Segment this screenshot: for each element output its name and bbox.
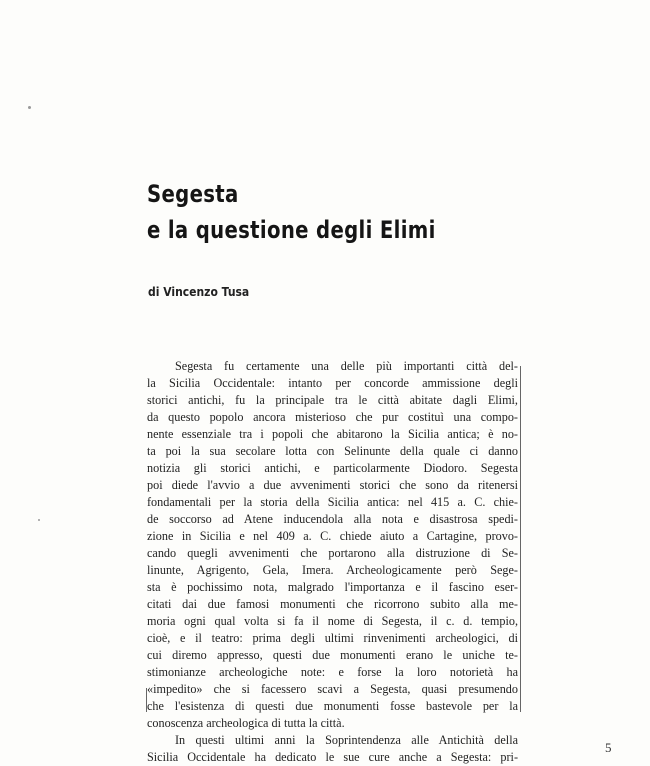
body-line: In questi ultimi anni la Soprintendenza alle Antichità della	[175, 733, 518, 747]
body-line: nente essenziale tra i popoli che abitarono la Sicilia antica; è no-	[147, 427, 518, 441]
body-line: cioè, e il teatro: prima degli ultimi rinvenimenti archeologici, di	[147, 631, 518, 645]
article-title-line-1: Segesta	[147, 180, 239, 208]
author-byline: di Vincenzo Tusa	[148, 285, 250, 299]
body-line: cando quegli avvenimenti che portarono alla distruzione di Se-	[147, 546, 518, 560]
body-line: che l'esistenza di questi due monumenti fosse bastevole per la	[147, 699, 518, 713]
body-line: cui diremo appresso, questi due monumenti erano le uniche te-	[147, 648, 518, 662]
body-line: fondamentali per la storia della Sicilia antica: nel 415 a. C. chie-	[147, 495, 518, 509]
body-line: «impedito» che si facessero scavi a Segesta, quasi presumendo	[147, 682, 518, 696]
body-line: stimonianze archeologiche note: e forse la loro notorietà ha	[147, 665, 518, 679]
body-line: Sicilia Occidentale ha dedicato le sue cure anche a Segesta: pri-	[147, 750, 518, 764]
body-line: zione in Sicilia e nel 409 a. C. chiede aiuto a Cartagine, provo-	[147, 529, 518, 543]
article-body	[147, 358, 518, 766]
body-line: notizia gli storici antichi, e particolarmente Diodoro. Segesta	[147, 461, 518, 475]
column-rule-right	[520, 366, 521, 712]
body-line: la Sicilia Occidentale: intanto per concorde ammissione degli	[147, 376, 518, 390]
body-line: storici antichi, fu la principale tra le città abitate dagli Elimi,	[147, 393, 518, 407]
scan-speck	[38, 519, 40, 521]
body-line: moria ogni qual volta si fa il nome di Segesta, il c. d. tempio,	[147, 614, 518, 628]
body-line: Segesta fu certamente una delle più importanti città del-	[175, 359, 518, 373]
scan-speck	[28, 106, 31, 109]
page-number: 5	[605, 740, 612, 755]
body-line: poi diede l'avvio a due avvenimenti storici che sono da ritenersi	[147, 478, 518, 492]
article-title-line-2: e la questione degli Elimi	[147, 216, 436, 244]
body-line: de soccorso ad Atene inducendola alla nota e disastrosa spedi-	[147, 512, 518, 526]
body-line: ta poi la sua secolare lotta con Selinunte della quale ci danno	[147, 444, 519, 458]
column-rule-left	[146, 688, 147, 712]
body-line: citati dai due famosi monumenti che ricorrono subito alla me-	[147, 597, 518, 611]
body-line: linunte, Agrigento, Gela, Imera. Archeologicamente però Sege-	[147, 563, 518, 577]
body-line: conoscenza archeologica di tutta la città.	[147, 716, 345, 730]
body-line: sta è pochissimo nota, malgrado l'importanza e il fascino eser-	[147, 580, 518, 594]
body-line: da questo popolo ancora misterioso che pur costituì una compo-	[147, 410, 518, 424]
